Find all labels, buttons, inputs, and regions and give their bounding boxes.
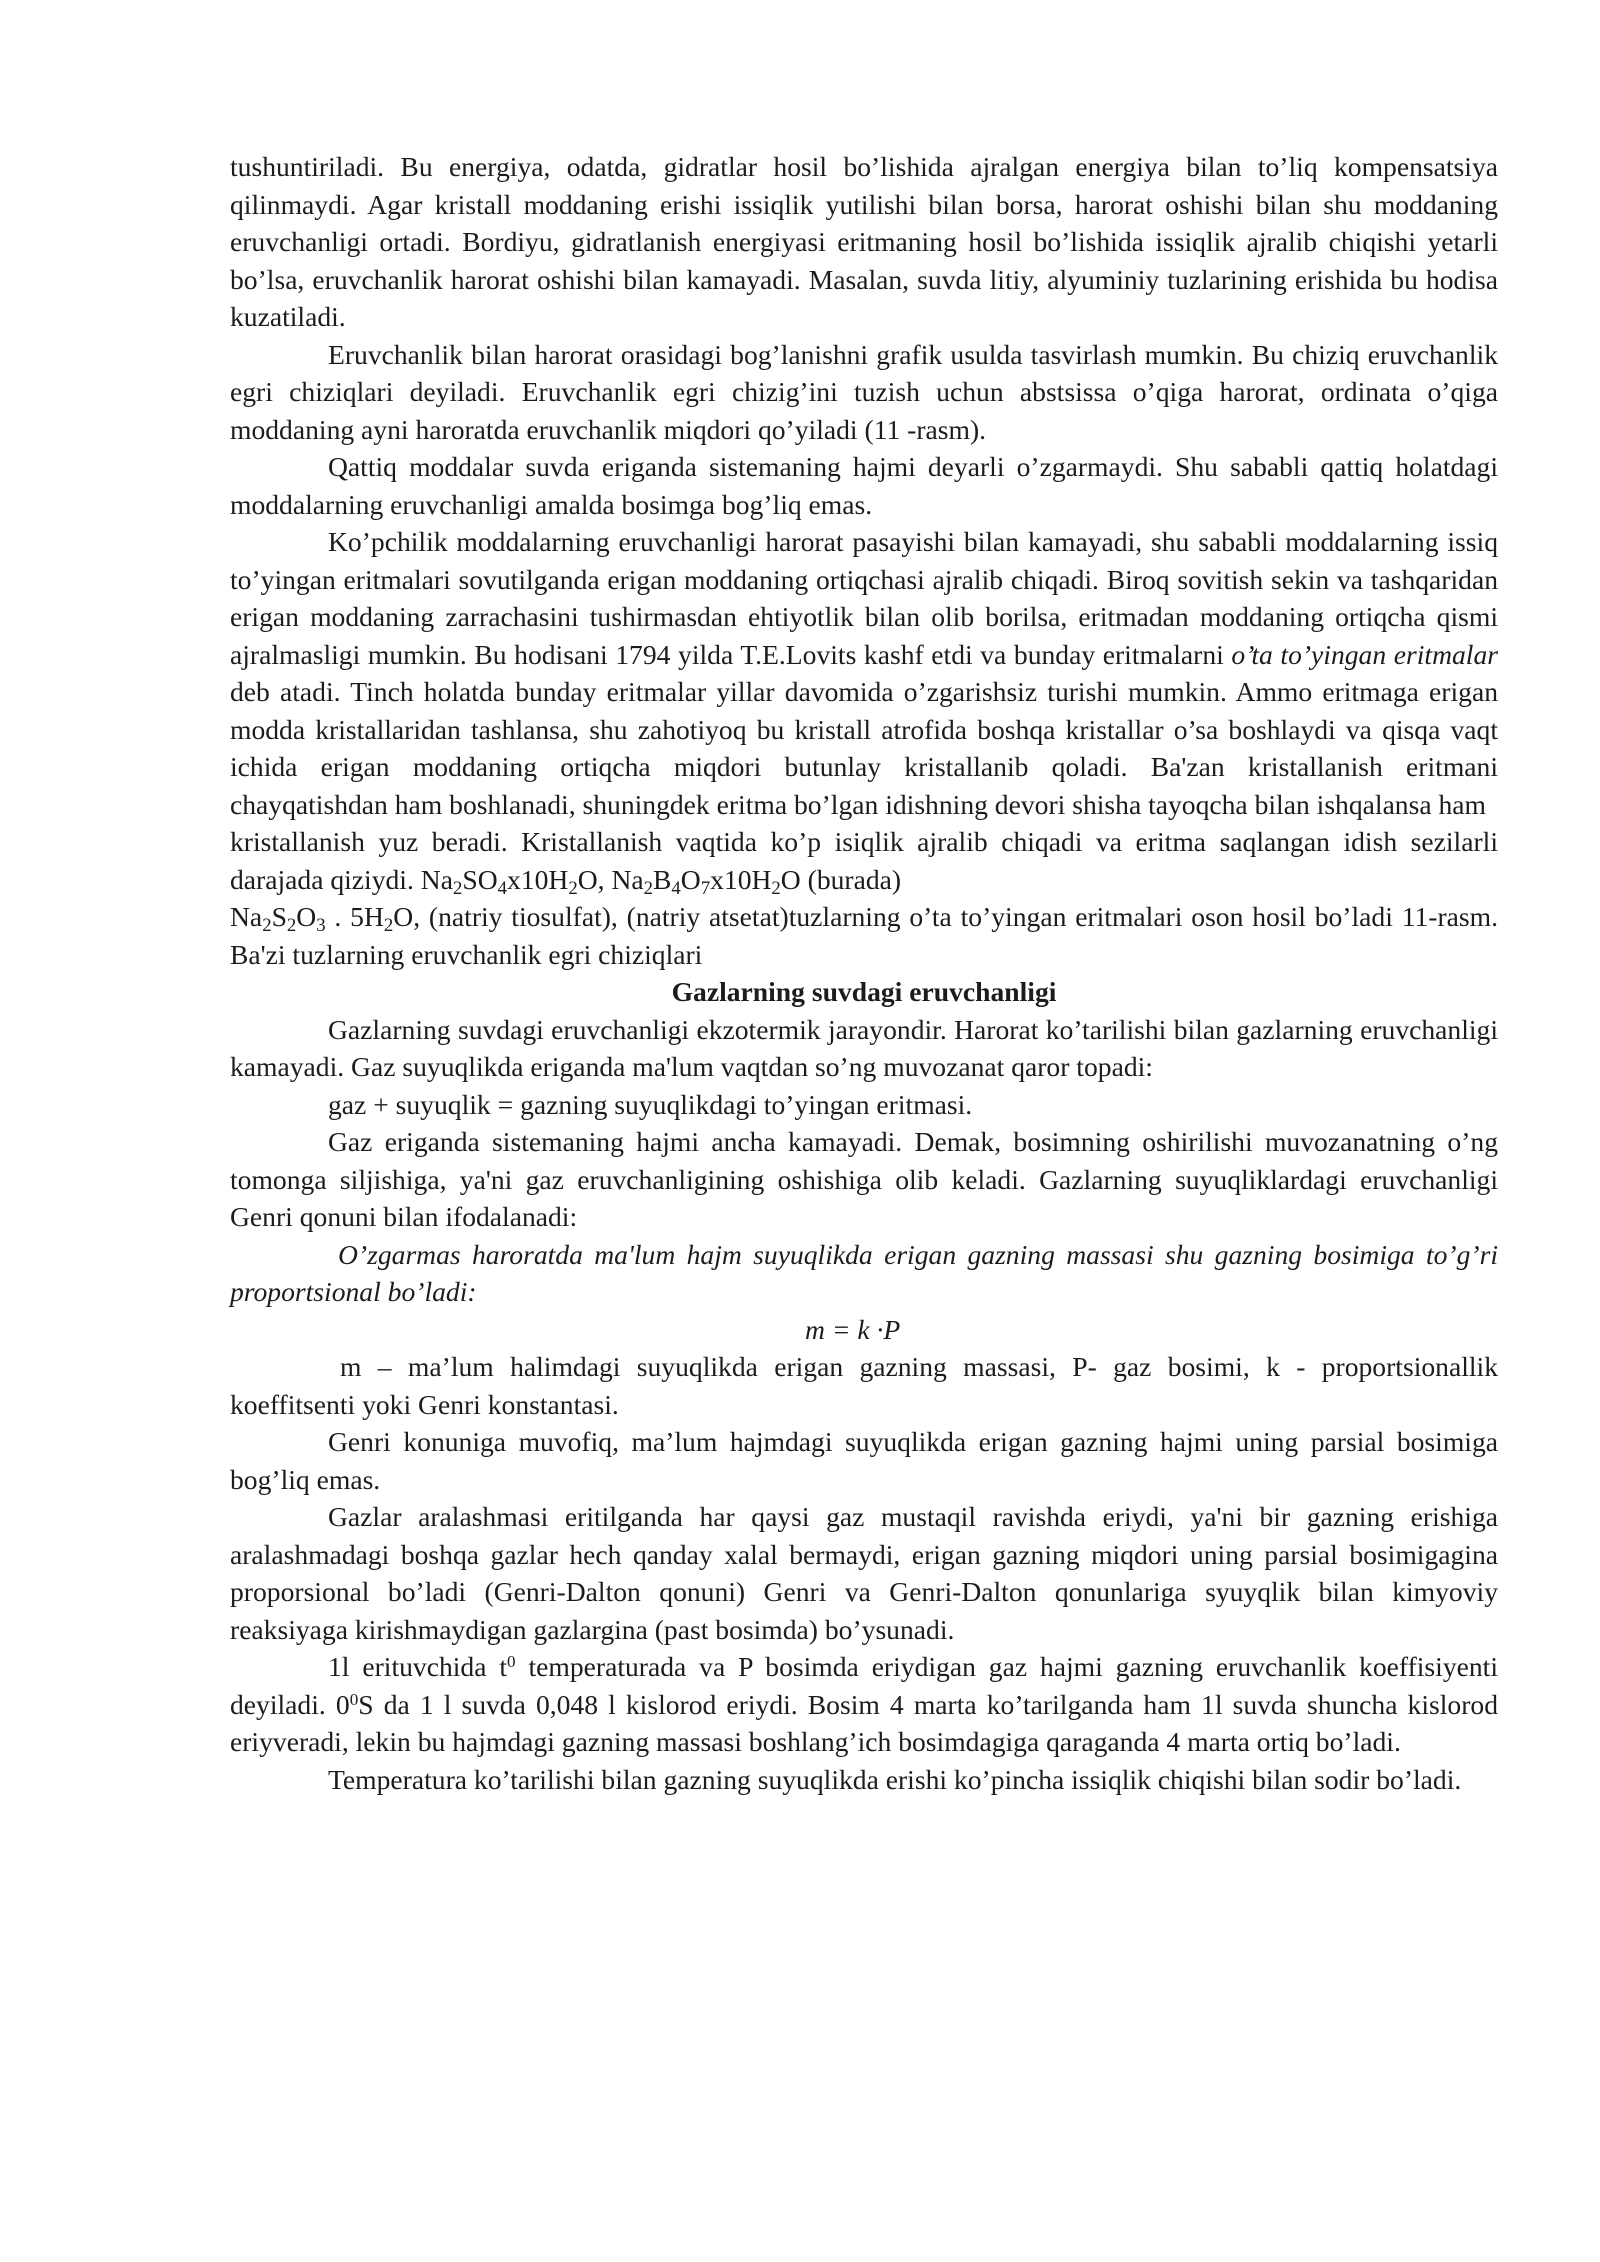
paragraph-12: 1l erituvchida $t^0$ temperaturada va P bosimda eriydigan gaz hajmi gazning eruvchanlik koeffisiyenti deyiladi. $0^0S$ da 1 l suvda 0,048 l kislorod eriydi. Bosim 4 marta ko’tarilganda ham 1l suvda shuncha kislorod eriyveradi, lekin bu hajmdagi gazning massasi boshlang’ich bosimdagiga qaraganda 4 marta ortiq bo’ladi. xyxy=(230,1651,1499,1757)
formula-borax: $Na_2B_4O_7x10H_2O$ xyxy=(611,863,808,899)
paragraph-7: Gazlarning suvdagi eruvchanligi ekzotermik jarayondir. Harorat ko’tarilishi bilan gazlarning eruvchanligi kamayadi. Gaz suyuqlikda eriganda ma'lum vaqtdan so’ng muvozanat qaror topadi: xyxy=(230,1013,1498,1082)
paragraph-4 xyxy=(230,523,1498,823)
paragraph-3: Qattiq moddalar suvda eriganda sistemaning hajmi deyarli o’zgarmaydi. Shu sababli qattiq holatdagi moddalarning eruvchanligi amalda bosimga bog’liq emas. xyxy=(230,451,1498,520)
paragraph-11: Gazlar aralashmasi eritilganda har qaysi gaz mustaqil ravishda eriydi, ya'ni bir gazning erishiga aralashmadagi boshqa gazlar hech qanday xalal bermaydi, erigan gazning miqdori uning parsial bosimigagina proporsional bo’ladi (Genri-Dalton qonuni) Genri va Genri-Dalton qonunlariga syuyqlik bilan kimyoviy reaksiyaga kirishmaydigan gazlargina (past bosimda) bo’ysunadi. xyxy=(230,1501,1498,1645)
paragraph-4-text-a: Ko’pchilik moddalarning eruvchanligi harorat pasayishi bilan kamayadi, shu sababli moddalarning issiq to’yingan eritmalari sovutilganda erigan moddaning ortiqchasi ajralib chiqadi. Biroq sovitish sekin va tashqaridan erigan moddaning zarrachasini tushirmasdan ehtiyotlik bilan olib borilsa, eritmadan moddaning ortiqcha qismi ajralmasligi mumkin. Bu hodisani 1794 yilda T.E.Lovits kashf etdi va bunday eritmalarni xyxy=(230,526,1498,670)
paragraph-2: Eruvchanlik bilan harorat orasidagi bog’lanishni grafik usulda tasvirlash mumkin. Bu chiziq eruvchanlik egri chiziqlari deyiladi. Eruvchanlik egri chizig’ini tuzish uchun abstsissa o’qiga harorat, ordinata o’qiga moddaning ayni haroratda eruvchanlik miqdori qo’yiladi (11 -rasm). xyxy=(230,338,1498,445)
paragraph-1: tushuntiriladi. Bu energiya, odatda, gidratlar hosil bo’lishida ajralgan energiya bilan to’liq kompensatsiya qilinmaydi. Agar kristall moddaning erishi issiqlik yutilishi bilan borsa, harorat oshishi bilan shu moddaning eruvchanligi ortadi. Bordiyu, gidratlanish energiyasi eritmaning hosil bo’lishida issiqlik ajralib chiqishi yetarli bo’lsa, eruvchanlik harorat oshishi bilan kamayadi. Masalan, suvda litiy, alyuminiy tuzlarining erishida bu hodisa kuzatiladi. xyxy=(230,151,1498,332)
paragraph-4-italic-term: o’ta to’yingan eritmalar xyxy=(1231,638,1498,670)
paragraph-6-text: (natriy tiosulfat), (natriy atsetat)tuzlarning o’ta to’yingan eritmalari oson hosil bo’ladi 11-rasm. Ba'zi tuzlarning eruvchanlik egri chiziqlari xyxy=(230,901,1498,970)
paragraph-4-text-b: deb atadi. Tinch holatda bunday eritmalar yillar davomida o’zgarishsiz turishi mumkin. Ammo eritmaga erigan modda kristallaridan tashlansa, shu zahotiyoq bu kristall atrofida boshqa kristallar o’sa boshlaydi va qisqa vaqt ichida erigan moddaning ortiqcha miqdori butunlay kristallanib qoladi. Ba'zan kristallanish eritmani chayqatishdan ham boshlanadi, shuningdek eritma bo’lgan idishning devori shisha tayoqcha bilan ishqalansa ham xyxy=(230,676,1498,820)
paragraph-5-text-b: (burada) xyxy=(807,863,902,895)
formula-sodium-thiosulfate: $Na_2S_2O_3$ . $5H_2O$, xyxy=(230,901,429,937)
paragraph-5-text-a: kristallanish yuz beradi. Kristallanish vaqtida ko’p isiqlik ajralib chiqadi va eritma saqlangan idish sezilarli darajada qiziydi. xyxy=(230,826,1498,895)
paragraph-8: Gaz eriganda sistemaning hajmi ancha kamayadi. Demak, bosimning oshirilishi muvozanatning o’ng tomonga siljishiga, ya'ni gaz eruvchanligining oshishiga olib keladi. Gazlarning suyuqliklardagi eruvchanligi Genri qonuni bilan ifodalanadi: xyxy=(230,1126,1498,1232)
paragraph-9: m – ma’lum halimdagi suyuqlikda erigan gazning massasi, P- gaz bosimi, k - proportsionallik koeffitsenti yoki Genri konstantasi. xyxy=(230,1351,1498,1420)
formula-sodium-sulfate: $Na_2SO_4x10H_2O$, xyxy=(420,863,612,899)
section-heading: Gazlarning suvdagi eruvchanligi xyxy=(671,976,1057,1007)
equilibrium-equation: gaz + suyuqlik = gazning suyuqlikdagi to’yingan eritmasi. xyxy=(328,1088,973,1120)
paragraph-6 xyxy=(230,898,1498,973)
document-page xyxy=(230,148,1498,1798)
henry-law-statement: O’zgarmas haroratda ma'lum hajm suyuqlikda erigan gazning massasi shu gazning bosimiga to’g’ri proportsional bo’ladi: xyxy=(230,1238,1498,1307)
paragraph-5 xyxy=(230,823,1498,898)
paragraph-13: Temperatura ko’tarilishi bilan gazning suyuqlikda erishi ko’pincha issiqlik chiqishi bilan sodir bo’ladi. xyxy=(328,1763,1462,1795)
paragraph-10: Genri konuniga muvofiq, ma’lum hajmdagi suyuqlikda erigan gazning hajmi uning parsial bosimiga bog’liq emas. xyxy=(230,1426,1498,1495)
henry-formula: m = k ·P xyxy=(805,1313,901,1345)
